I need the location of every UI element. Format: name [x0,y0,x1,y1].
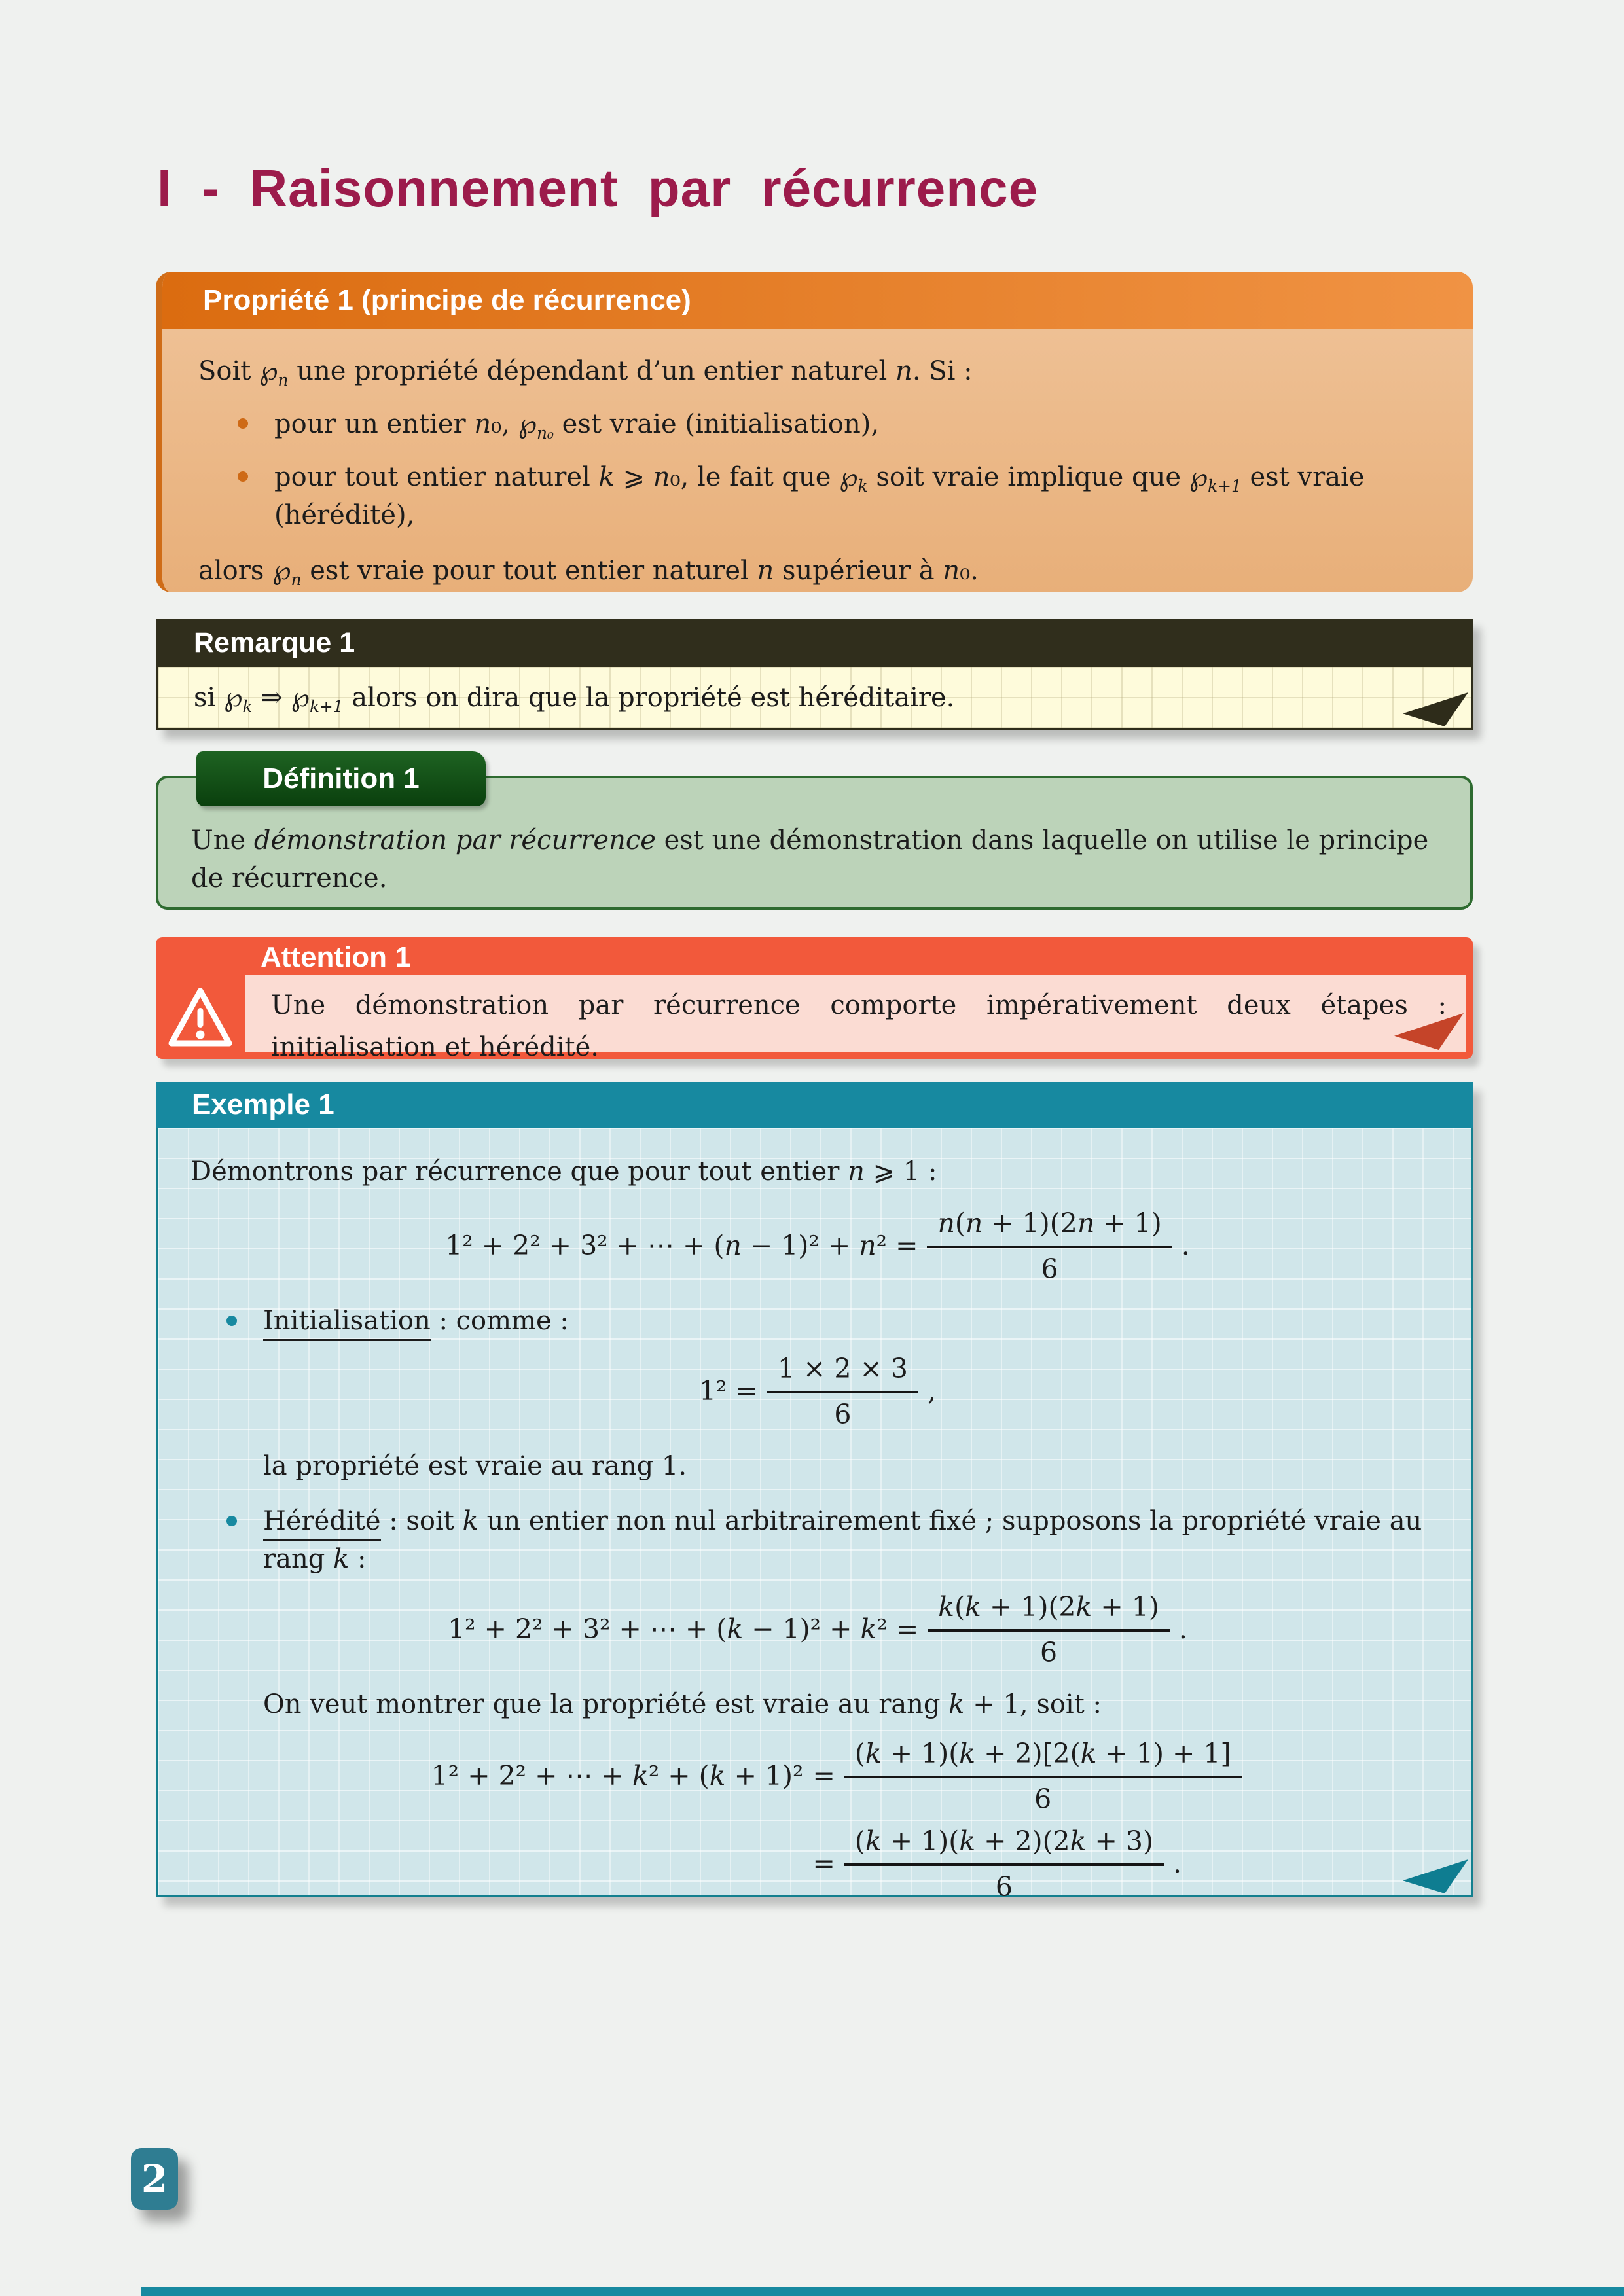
propriete-box [156,272,1473,592]
remarque-box [156,619,1473,730]
bullet-dot-icon [226,1516,237,1526]
equation-2-lhs: 1² = [698,1375,758,1407]
equation-1-lhs: 1² + 2² + 3² + ⋯ + (n − 1)² + n² = [445,1230,918,1261]
remarque-header [156,619,1473,667]
equation-4-row-1 [384,1736,1250,1815]
exemple-label: Exemple 1 [192,1088,334,1121]
fraction-numerator: (k + 1)(k + 2)[2(k + 1) + 1] [844,1736,1242,1778]
propriete-label: Propriété 1 (principe de récurrence) [203,284,691,316]
equation-2-tail: , [927,1375,937,1407]
heredite-rest: : soit k un entier non nul arbitrairement fixé ; supposons la propriété vraie au rang k : [263,1506,1422,1574]
equals-sign: = [812,1760,835,1791]
equation-1-tail: . [1181,1230,1190,1261]
propriete-bullet-2-text: pour tout entier naturel k ⩾ n₀, le fait que $℘_k$ soit vraie implique que $℘_{k+1}$ est vraie (hérédité), [274,461,1365,530]
equation-1 [190,1206,1445,1285]
exemple-mid-text: On veut montrer que la propriété est vraie au rang k + 1, soit : [263,1689,1102,1719]
initialisation-label: Initialisation [263,1306,431,1341]
page-number: 2 [141,2157,168,2201]
propriete-bullet-1 [238,404,1437,443]
attention-box [156,937,1473,1062]
equals-sign: = [812,1848,835,1879]
attention-label: Attention 1 [261,941,411,973]
initialisation-rest: : comme : [430,1306,569,1336]
fraction-denominator: 6 [1034,1784,1052,1815]
exemple-header [156,1082,1473,1128]
attention-text: Une démonstration par récurrence comporte impérativement deux étapes : initialisation et hérédité. [271,990,1447,1062]
equation-3-fraction [928,1590,1170,1668]
fraction-numerator: n(n + 1)(2n + 1) [927,1206,1172,1248]
equation-4-row-2 [384,1824,1250,1903]
bottom-bar [141,2287,1624,2296]
propriete-bullet-2 [238,457,1437,534]
exemple-bullet-heredite [226,1502,1445,1578]
heredite-label: Hérédité [263,1506,381,1541]
exemple-bullet-initialisation [226,1302,1445,1340]
fraction-denominator: 6 [995,1871,1013,1903]
remarque-label: Remarque 1 [194,627,355,658]
equation-4-fraction-1 [844,1736,1242,1815]
page-number-badge [131,2148,178,2210]
definition-tab [196,751,486,806]
exemple-intro: Démontrons par récurrence que pour tout entier n ⩾ 1 : [190,1157,937,1187]
propriete-outro: alors $℘_n$ est vraie pour tout entier naturel n supérieur à n₀. [198,554,979,589]
fraction-denominator: 6 [1040,1637,1058,1668]
initialisation-conclusion: la propriété est vraie au rang 1. [263,1451,687,1481]
equation-2 [190,1352,1445,1430]
fraction-denominator: 6 [834,1399,852,1430]
equation-3 [190,1590,1445,1668]
fraction-denominator: 6 [1041,1253,1058,1285]
fraction-numerator: 1 × 2 × 3 [767,1352,918,1393]
propriete-header [162,272,1473,329]
equation-4-lhs: 1² + 2² + ⋯ + k² + (k + 1)² [431,1760,804,1791]
equation-4 [384,1736,1250,1903]
fraction-numerator: k(k + 1)(2k + 1) [928,1590,1170,1632]
equation-1-fraction [927,1206,1172,1285]
equation-2-fraction [767,1352,918,1430]
bullet-dot-icon [238,418,248,429]
propriete-bullet-1-text: pour un entier n₀, $℘_{n_0}$ est vraie (initialisation), [274,408,880,442]
equation-3-tail: . [1178,1613,1187,1645]
propriete-body [162,329,1473,592]
definition-text: Une démonstration par récurrence est une démonstration dans laquelle on utilise le principe de récurrence. [191,825,1429,893]
warning-triangle-icon [168,987,233,1047]
remarque-text: si $℘_k$ ⇒ $℘_{k+1}$ alors on dira que la propriété est héréditaire. [194,681,955,716]
exemple-box [156,1082,1473,1903]
fold-corner-icon [1403,692,1468,726]
fold-corner-icon [1403,1859,1468,1893]
bullet-dot-icon [238,471,248,482]
equation-3-lhs: 1² + 2² + 3² + ⋯ + (k − 1)² + k² = [448,1613,919,1645]
propriete-intro: Soit $℘_n$ une propriété dépendant d’un entier naturel n. Si : [198,355,973,389]
remarque-body [156,667,1473,730]
attention-body [245,975,1466,1062]
definition-label: Définition 1 [262,762,420,795]
equation-4-row-2-tail: . [1173,1848,1182,1879]
bullet-dot-icon [226,1316,237,1326]
fraction-numerator: (k + 1)(k + 2)(2k + 3) [844,1824,1164,1866]
equation-4-fraction-2 [844,1824,1164,1903]
page-title: I - Raisonnement par récurrence [157,159,1039,217]
definition-box [156,762,1473,910]
exemple-body [156,1128,1473,1903]
